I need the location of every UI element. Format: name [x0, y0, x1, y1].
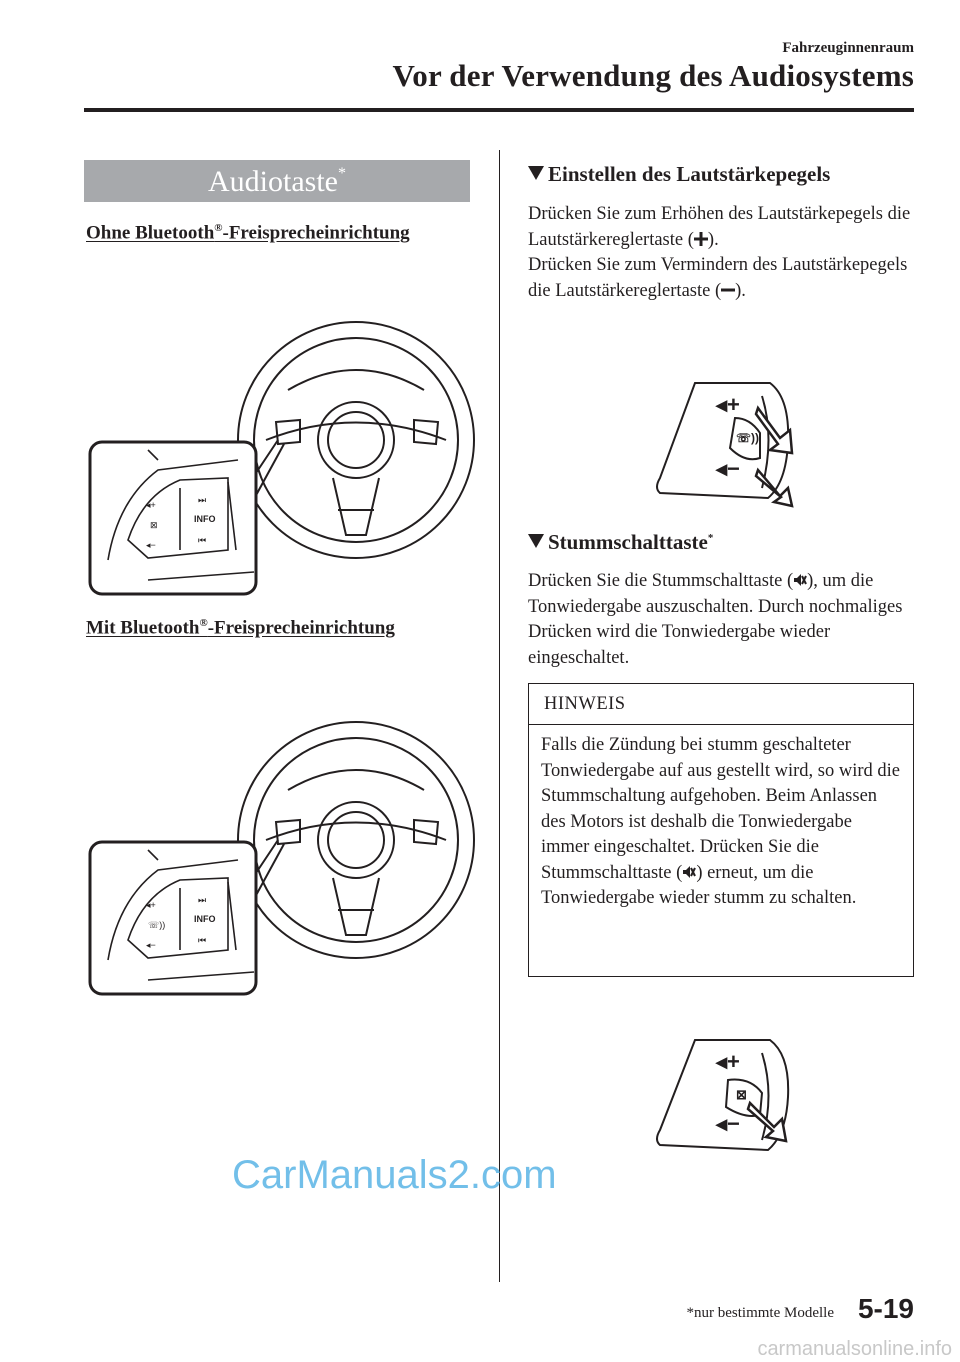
- note-body: [529, 725, 913, 912]
- note-box: [528, 683, 914, 977]
- mute-button-figure: [650, 1035, 800, 1160]
- header-divider: [84, 108, 914, 112]
- volume-up-icon: ◂+: [716, 392, 740, 417]
- footnote: *nur bestimmte Modelle: [686, 1305, 834, 1321]
- subtitle-text: Ohne Bluetooth: [86, 222, 215, 244]
- note-text: Falls die Zündung bei stumm geschalteter Tonwiedergabe auf aus gestellt wird, so wird die Stummschaltung aufgehoben. Beim Anlassen des Motors ist deshalb die Tonwiedergabe immer eingeschaltet. Drücken Sie die Stummschalttaste (: [541, 735, 901, 883]
- heading-mute-text: Stummschalttaste: [548, 530, 708, 554]
- note-title: HINWEIS: [529, 684, 913, 725]
- wheel-hub-icon: [318, 402, 394, 478]
- volume-down-text-end: ).: [735, 280, 746, 301]
- volume-down-icon: ◂−: [146, 540, 156, 550]
- steering-wheel-figure-no-bluetooth: [88, 310, 484, 600]
- subtitle-without-bluetooth: [86, 222, 410, 244]
- wheel-hub-icon: [318, 802, 394, 878]
- page-number: 5-19: [857, 1293, 914, 1324]
- mute-icon: [682, 865, 696, 879]
- registered-mark: ®: [199, 617, 208, 629]
- column-divider: [499, 150, 500, 1282]
- talk-button-icon: ☏)): [148, 920, 166, 930]
- inset-frame: [90, 842, 256, 994]
- mute-icon: [793, 573, 807, 587]
- mute-icon: ⊠: [736, 1087, 747, 1102]
- chapter-label: Fahrzeuginnenraum: [782, 40, 914, 56]
- volume-paragraph: [528, 202, 918, 304]
- heading-mute: [528, 530, 713, 555]
- volume-up-text-end: ).: [707, 229, 719, 250]
- seek-up-icon: ⏭: [198, 495, 207, 505]
- inset-frame: [90, 442, 256, 594]
- triangle-bullet-icon: [528, 534, 544, 548]
- volume-down-text: Drücken Sie zum Vermindern des Lautstärkepegels die Lautstärkereglertaste (: [528, 255, 908, 301]
- plus-icon: [694, 232, 708, 246]
- wheel-rim-icon: [238, 322, 474, 558]
- volume-up-icon: ◂+: [146, 500, 156, 510]
- wheel-rim-icon: [238, 722, 474, 958]
- section-title-bar: [84, 160, 470, 202]
- page-title: Vor der Verwendung des Audiosystems: [392, 58, 914, 93]
- volume-buttons-figure: [650, 378, 800, 508]
- subtitle-with-bluetooth: [86, 617, 395, 639]
- mute-text: Drücken Sie die Stummschalttaste (: [528, 571, 794, 591]
- subtitle-text: Mit Bluetooth: [86, 617, 200, 639]
- arrow-down-icon: [756, 470, 792, 506]
- talk-button-icon: ☏)): [736, 431, 759, 445]
- mute-paragraph: [528, 569, 918, 671]
- subtitle-text-end: -Freisprecheinrichtung: [222, 222, 410, 244]
- steering-wheel-figure-with-bluetooth: [88, 710, 484, 1000]
- subtitle-text-end: -Freisprecheinrichtung: [207, 617, 395, 639]
- seek-up-icon: ⏭: [198, 895, 207, 905]
- info-button-label: INFO: [194, 514, 216, 524]
- info-button-label: INFO: [194, 914, 216, 924]
- note-text-end: ) erneut, um die Tonwiedergabe wieder stumm zu schalten.: [541, 862, 857, 908]
- section-asterisk: *: [337, 165, 346, 182]
- section-title: Audiotaste: [208, 165, 338, 198]
- seek-down-icon: ⏮: [198, 935, 207, 945]
- volume-up-icon: ◂+: [716, 1049, 740, 1074]
- mute-text-end: ), um die Tonwiedergabe auszuschalten. Durch nochmaliges Drücken wird die Tonwiedergabe wieder eingeschaltet.: [528, 571, 903, 668]
- mute-icon: ⊠: [150, 520, 158, 530]
- watermark-corner: carmanualsonline.info: [757, 1338, 952, 1360]
- volume-down-icon: ◂−: [716, 1111, 740, 1136]
- registered-mark: ®: [214, 222, 223, 234]
- heading-volume: [528, 162, 830, 187]
- volume-up-text: Drücken Sie zum Erhöhen des Lautstärkepegels die Lautstärkereglertaste (: [528, 204, 911, 250]
- heading-mute-asterisk: *: [707, 532, 714, 544]
- volume-up-icon: ◂+: [146, 900, 156, 910]
- minus-icon: [721, 283, 735, 297]
- volume-down-icon: ◂−: [716, 456, 740, 481]
- seek-down-icon: ⏮: [198, 535, 207, 545]
- triangle-bullet-icon: [528, 166, 544, 180]
- volume-down-icon: ◂−: [146, 940, 156, 950]
- watermark-carmanuals: CarManuals2.com: [232, 1153, 557, 1197]
- heading-volume-text: Einstellen des Lautstärkepegels: [548, 162, 831, 186]
